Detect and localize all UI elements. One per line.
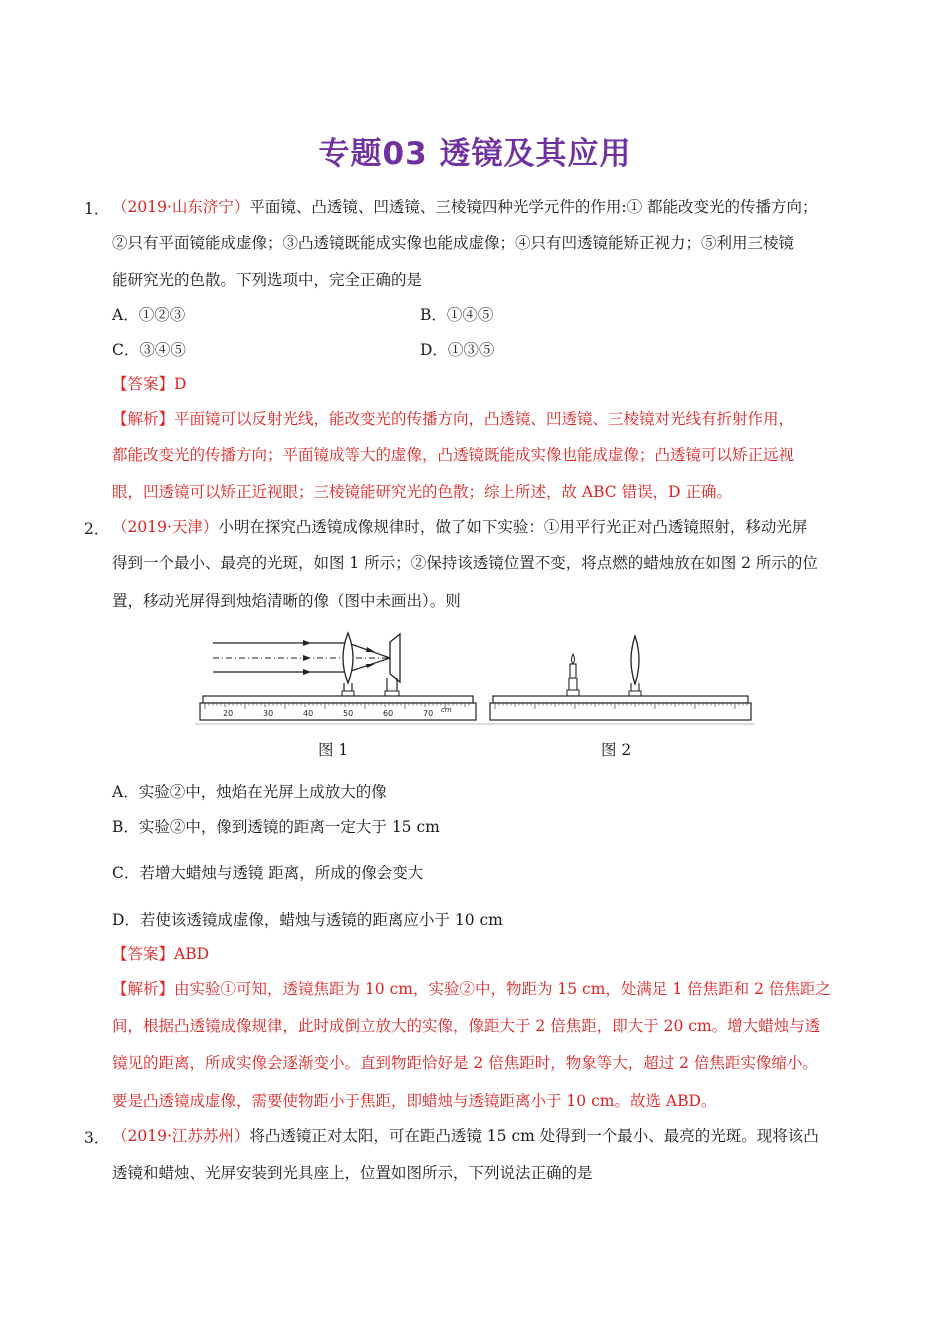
- arrow-icon: [366, 664, 375, 668]
- option-c: C．若增大蜡烛与透镜 距离，所成的像会变大: [112, 864, 424, 882]
- analysis-line-4: 要是凸透镜成虚像，需要使物距小于焦距，即蜡烛与透镜距离小于 10 cm。故选 ABD。: [112, 1092, 717, 1110]
- convex-lens: [343, 633, 353, 683]
- bench-scale: [490, 703, 751, 720]
- option-b: B．实验②中，像到透镜的距离一定大于 15 cm: [112, 818, 440, 836]
- analysis-line-3: 眼，凹透镜可以矫正近视眼；三棱镜能研究光的色散；综上所述，故 ABC 错误，D 正确。: [112, 483, 732, 501]
- tick-unit: cm: [441, 706, 452, 714]
- arrow-icon: [366, 647, 375, 652]
- option-d: D．①③⑤: [420, 341, 495, 359]
- question-3-line-2: 透镜和蜡烛、光屏安装到光具座上，位置如图所示，下列说法正确的是: [112, 1164, 593, 1182]
- question-2-line-2: 得到一个最小、最亮的光斑，如图 1 所示；②保持该透镜位置不变，将点燃的蜡烛放在如图 2 所示的位: [112, 554, 818, 572]
- candle-flame: [572, 654, 575, 664]
- question-1-line-3: 能研究光的色散。下列选项中，完全正确的是: [112, 271, 423, 289]
- answer-label: 【答案】: [112, 375, 175, 393]
- option-c: C．③④⑤: [112, 341, 186, 359]
- question-1-line-1: [112, 197, 818, 217]
- convex-lens: [631, 636, 639, 684]
- question-number: 2．: [84, 520, 110, 538]
- option-b: B．①④⑤: [420, 306, 494, 324]
- analysis-line-2: 都能改变光的传播方向；平面镜成等大的虚像，凸透镜既能成实像也能成虚像；凸透镜可以矫正远视: [112, 446, 795, 464]
- question-source: （2019·山东济宁）: [112, 198, 250, 216]
- option-a: A．实验②中，烛焰在光屏上成放大的像: [112, 783, 387, 801]
- question-number: 3．: [84, 1129, 110, 1147]
- answer-value: ABD: [174, 945, 210, 963]
- analysis-line-1: [112, 409, 794, 429]
- question-text: 小明在探究凸透镜成像规律时，做了如下实验：①用平行光正对凸透镜照射，移动光屏: [218, 518, 808, 536]
- analysis-line-1: [112, 979, 831, 999]
- arrow-icon: [303, 640, 311, 646]
- question-source: （2019·江苏苏州）: [112, 1127, 250, 1145]
- answer-row: [112, 374, 186, 394]
- bench-rail: [493, 696, 748, 703]
- tick-label: 20: [223, 709, 234, 718]
- question-1-line-2: ②只有平面镜能成虚像；③凸透镜既能成实像也能成虚像；④只有凹透镜能矫正视力；⑤利用三棱镜: [112, 234, 795, 252]
- page-title: 专题03 透镜及其应用: [318, 136, 632, 172]
- lens-holder-base: [342, 691, 354, 696]
- candle: [570, 664, 576, 678]
- figure-2-optical-bench: [485, 628, 755, 728]
- question-2-line-1: [112, 517, 807, 537]
- analysis-text: 平面镜可以反射光线，能改变光的传播方向，凸透镜、凹透镜、三棱镜对光线有折射作用，: [174, 410, 795, 428]
- analysis-label: 【解析】: [112, 980, 175, 998]
- bench-scale: [200, 703, 476, 720]
- question-number: 1．: [84, 200, 110, 218]
- lens-holder-base: [629, 691, 641, 696]
- figure-1-optical-bench: [195, 628, 485, 728]
- arrow-icon: [303, 655, 311, 661]
- figure-1-caption: 图 1: [318, 741, 349, 759]
- arrow-icon: [303, 669, 311, 675]
- bench-rail: [203, 696, 473, 703]
- question-text: 平面镜、凸透镜、凹透镜、三棱镜四种光学元件的作用:① 都能改变光的传播方向；: [249, 198, 818, 216]
- question-2-line-3: 置，移动光屏得到烛焰清晰的像（图中未画出）。则: [112, 592, 461, 610]
- question-text: 将凸透镜正对太阳，可在距凸透镜 15 cm 处得到一个最小、最亮的光斑。现将该凸: [249, 1127, 819, 1145]
- tick-label: 70: [423, 709, 434, 718]
- answer-row: [112, 944, 209, 964]
- question-source: （2019·天津）: [112, 518, 219, 536]
- tick-label: 60: [383, 709, 394, 718]
- tick-label: 50: [343, 709, 354, 718]
- analysis-line-3: 镜见的距离，所成实像会逐渐变小。直到物距恰好是 2 倍焦距时，物象等大，超过 2 倍焦距实像缩小。: [112, 1054, 818, 1072]
- option-d: D．若使该透镜成虚像，蜡烛与透镜的距离应小于 10 cm: [112, 911, 503, 929]
- answer-value: D: [174, 375, 187, 393]
- candle-holder-base: [567, 690, 579, 696]
- analysis-line-2: 间，根据凸透镜成像规律，此时成倒立放大的实像，像距大于 2 倍焦距，即大于 20 cm。增大蜡烛与透: [112, 1017, 821, 1035]
- light-screen: [390, 634, 400, 682]
- analysis-text: 由实验①可知，透镜焦距为 10 cm，实验②中，物距为 15 cm，处满足 1 倍焦距和 2 倍焦距之: [174, 980, 831, 998]
- answer-label: 【答案】: [112, 945, 175, 963]
- analysis-label: 【解析】: [112, 410, 175, 428]
- screen-holder-base: [385, 691, 399, 696]
- option-a: A．①②③: [112, 306, 186, 324]
- question-3-line-1: [112, 1126, 819, 1146]
- tick-label: 40: [303, 709, 314, 718]
- tick-label: 30: [263, 709, 274, 718]
- figure-2-caption: 图 2: [601, 741, 632, 759]
